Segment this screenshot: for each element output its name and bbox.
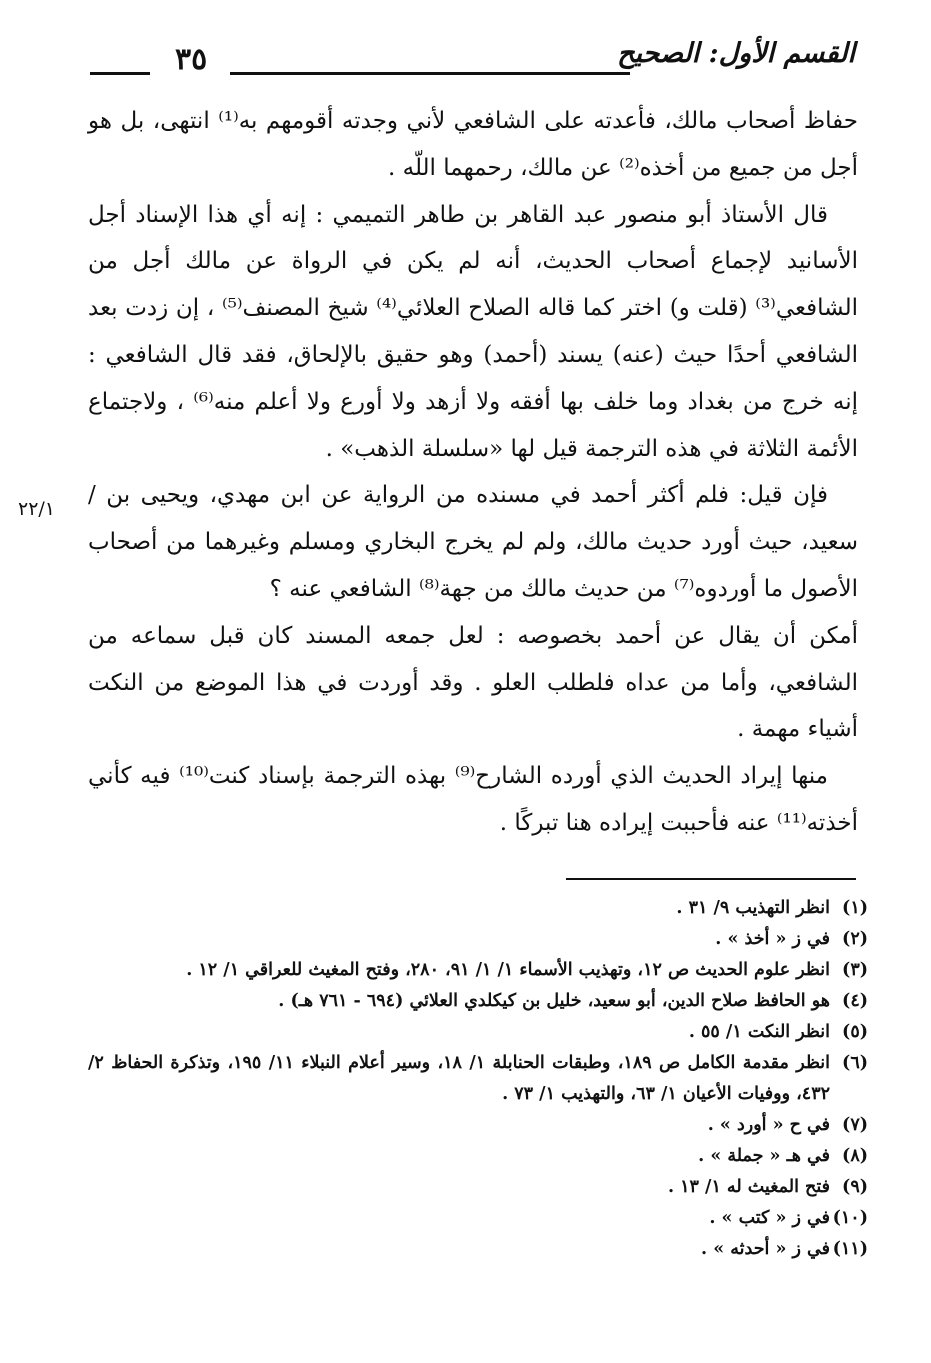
footnote-text: في ز « أخذ » .: [715, 929, 830, 949]
footnote: [88, 1172, 868, 1203]
footnote: [88, 1017, 868, 1048]
footnote: [88, 924, 868, 955]
header-rule: [230, 72, 630, 75]
header-rule-left: [90, 72, 150, 75]
footnote: [88, 1048, 868, 1110]
footnote-number: (٣): [842, 960, 868, 980]
footnote-number: (٥): [842, 1022, 868, 1042]
paragraph: منها إيراد الحديث الذي أورده الشارح⁽⁹⁾ بهذه الترجمة بإسناد كنت⁽¹⁰⁾ فيه كأني أخذته⁽¹¹⁾ عنه فأحببت إيراده هنا تبركًا .: [88, 763, 858, 836]
footnote-text: في ز « أحدثه » .: [701, 1239, 830, 1259]
footnote-text: انظر مقدمة الكامل ص ١٨٩، وطبقات الحنابلة ١/ ١٨، وسير أعلام النبلاء ١١/ ١٩٥، وتذكرة الحفاظ ٢/ ٤٣٢، ووفيات الأعيان ١/ ٦٣، والتهذيب ١/ ٧٣ .: [88, 1053, 831, 1104]
footnote-separator: [566, 878, 856, 880]
footnote-number: (١١): [832, 1239, 868, 1259]
footnote: [88, 893, 868, 924]
footnote-text: انظر التهذيب ٩/ ٣١ .: [676, 898, 830, 918]
footnote-text: في ز « كتب » .: [709, 1208, 830, 1228]
paragraph: فإن قيل: فلم أكثر أحمد في مسنده من الرواية عن ابن مهدي، ويحيى بن / سعيد، حيث أورد حديث مالك، ولم لم يخرج البخاري ومسلم وغيرهما من أصحاب الأصول ما أوردوه⁽⁷⁾ من حديث مالك من جهة⁽⁸⁾ الشافعي عنه ؟: [88, 482, 858, 602]
main-text: [88, 98, 858, 847]
paragraph: قال الأستاذ أبو منصور عبد القاهر بن طاهر التميمي : إنه أي هذا الإسناد أجل الأسانيد لإجماع أصحاب الحديث، أنه لم يكن في الرواة عن مالك أجل من الشافعي⁽³⁾ (قلت و) اختر كما قاله الصلاح العلائي⁽⁴⁾ شيخ المصنف⁽⁵⁾ ، إن زدت بعد الشافعي أحدًا حيث (عنه) يسند (أحمد) وهو حقيق بالإلحاق، فقد قال الشافعي : إنه خرج من بغداد وما خلف بها أفقه ولا أزهد ولا أورع ولا أعلم منه⁽⁶⁾ ، ولاجتماع الأئمة الثلاثة في هذه الترجمة قيل لها «سلسلة الذهب» .: [88, 201, 859, 462]
footnote: [88, 986, 868, 1017]
footnote-text: في هـ « جملة » .: [698, 1146, 830, 1166]
footnote-number: (١): [842, 898, 868, 918]
footnote-text: فتح المغيث له ١/ ١٣ .: [667, 1177, 830, 1197]
margin-reference: ٢٢/١: [18, 498, 56, 520]
footnote: [88, 1110, 868, 1141]
footnote: [88, 1141, 868, 1172]
footnote-number: (٩): [842, 1177, 868, 1197]
footnote: [88, 1234, 868, 1265]
footnote-number: (٤): [842, 991, 868, 1011]
footnote-number: (٧): [842, 1115, 868, 1135]
footnote-number: (١٠): [832, 1208, 868, 1228]
footnote-text: انظر النكت ١/ ٥٥ .: [688, 1022, 830, 1042]
footnote-number: (٦): [842, 1053, 868, 1073]
footnote-text: هو الحافظ صلاح الدين، أبو سعيد، خليل بن كيكلدي العلائي (٦٩٤ - ٧٦١ هـ) .: [278, 991, 830, 1011]
footnote: [88, 1203, 868, 1234]
footnotes: [88, 893, 868, 1265]
footnote-text: في ح « أورد » .: [707, 1115, 830, 1135]
paragraph: أمكن أن يقال عن أحمد بخصوصه : لعل جمعه المسند كان قبل سماعه من الشافعي، وأما من عداه فلطلب العلو . وقد أوردت في هذا الموضع من النكت أشياء مهمة .: [88, 622, 858, 743]
footnote-number: (٨): [842, 1146, 868, 1166]
footnote-text: انظر علوم الحديث ص ١٢، وتهذيب الأسماء ١/ ١/ ٩١، ٢٨٠، وفتح المغيث للعراقي ١/ ١٢ .: [186, 960, 830, 980]
paragraph: حفاظ أصحاب مالك، فأعدته على الشافعي لأني وجدته أقومهم به⁽¹⁾ انتهى، بل هو أجل من جميع من أخذه⁽²⁾ عن مالك، رحمهما اللّه .: [88, 108, 858, 181]
page-number: ٣٥: [175, 42, 208, 77]
footnote: [88, 955, 868, 986]
running-title: القسم الأول: الصحيح: [617, 38, 855, 69]
page-header: [85, 30, 855, 80]
footnote-number: (٢): [842, 929, 868, 949]
